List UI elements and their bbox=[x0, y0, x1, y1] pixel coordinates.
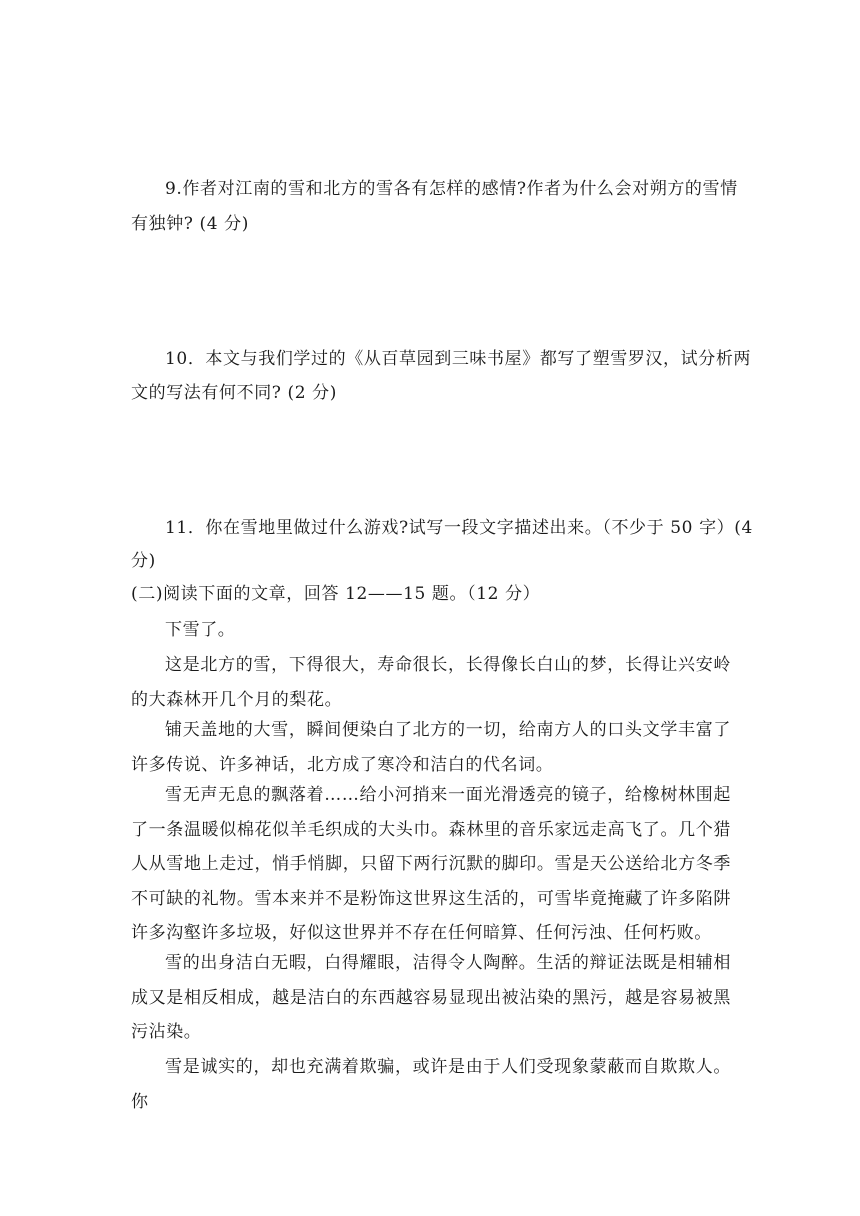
question-9-line-1: 9.作者对江南的雪和北方的雪各有怎样的感情?作者为什么会对朔方的雪情 bbox=[165, 179, 738, 199]
passage-paragraph-5: 雪的出身洁白无暇，白得耀眼，洁得令人陶醉。生活的辩证法既是相辅相成又是相反相成，越是洁白的东西越容易显现出被沾染的黑污，越是容易被黑污沾染。 bbox=[131, 953, 731, 1042]
question-11-line-1: 11．你在雪地里做过什么游戏?试写一段文字描述出来。（不少于 50 字）(4 bbox=[165, 518, 753, 538]
question-11-line-2: 分) bbox=[131, 551, 156, 571]
question-10-line-1: 10．本文与我们学过的《从百草园到三味书屋》都写了塑雪罗汉，试分析两 bbox=[165, 349, 752, 369]
passage-paragraph-2: 这是北方的雪，下得很大，寿命很长，长得像长白山的梦，长得让兴安岭的大森林开几个月的梨花。 bbox=[131, 655, 731, 710]
passage-paragraph-1: 下雪了。 bbox=[165, 620, 236, 640]
passage-paragraph-6: 雪是诚实的，却也充满着欺骗，或许是由于人们受现象蒙蔽而自欺欺人。你 bbox=[131, 1057, 731, 1112]
passage-paragraph-3: 铺天盖地的大雪，瞬间便染白了北方的一切，给南方人的口头文学丰富了许多传说、许多神话，北方成了寒冷和洁白的代名词。 bbox=[131, 720, 731, 775]
question-10-line-2: 文的写法有何不同? (2 分) bbox=[131, 383, 338, 403]
passage-paragraph-4: 雪无声无息的飘落着……给小河捎来一面光滑透亮的镜子，给橡树林围起了一条温暖似棉花似羊毛织成的大头巾。森林里的音乐家远走高飞了。几个猎人从雪地上走过，悄手悄脚，只留下两行沉默的脚印。雪是天公送给北方冬季不可缺的礼物。雪本来并不是粉饰这世界这生活的，可雪毕竟掩藏了许多陷阱许多沟壑许多垃圾，好似这世界并不存在任何暗算、任何污浊、任何朽败。 bbox=[131, 785, 731, 943]
section-2-heading: (二)阅读下面的文章，回答 12——15 题。（12 分） bbox=[131, 584, 541, 604]
question-9-line-2: 有独钟? (4 分) bbox=[131, 214, 250, 234]
